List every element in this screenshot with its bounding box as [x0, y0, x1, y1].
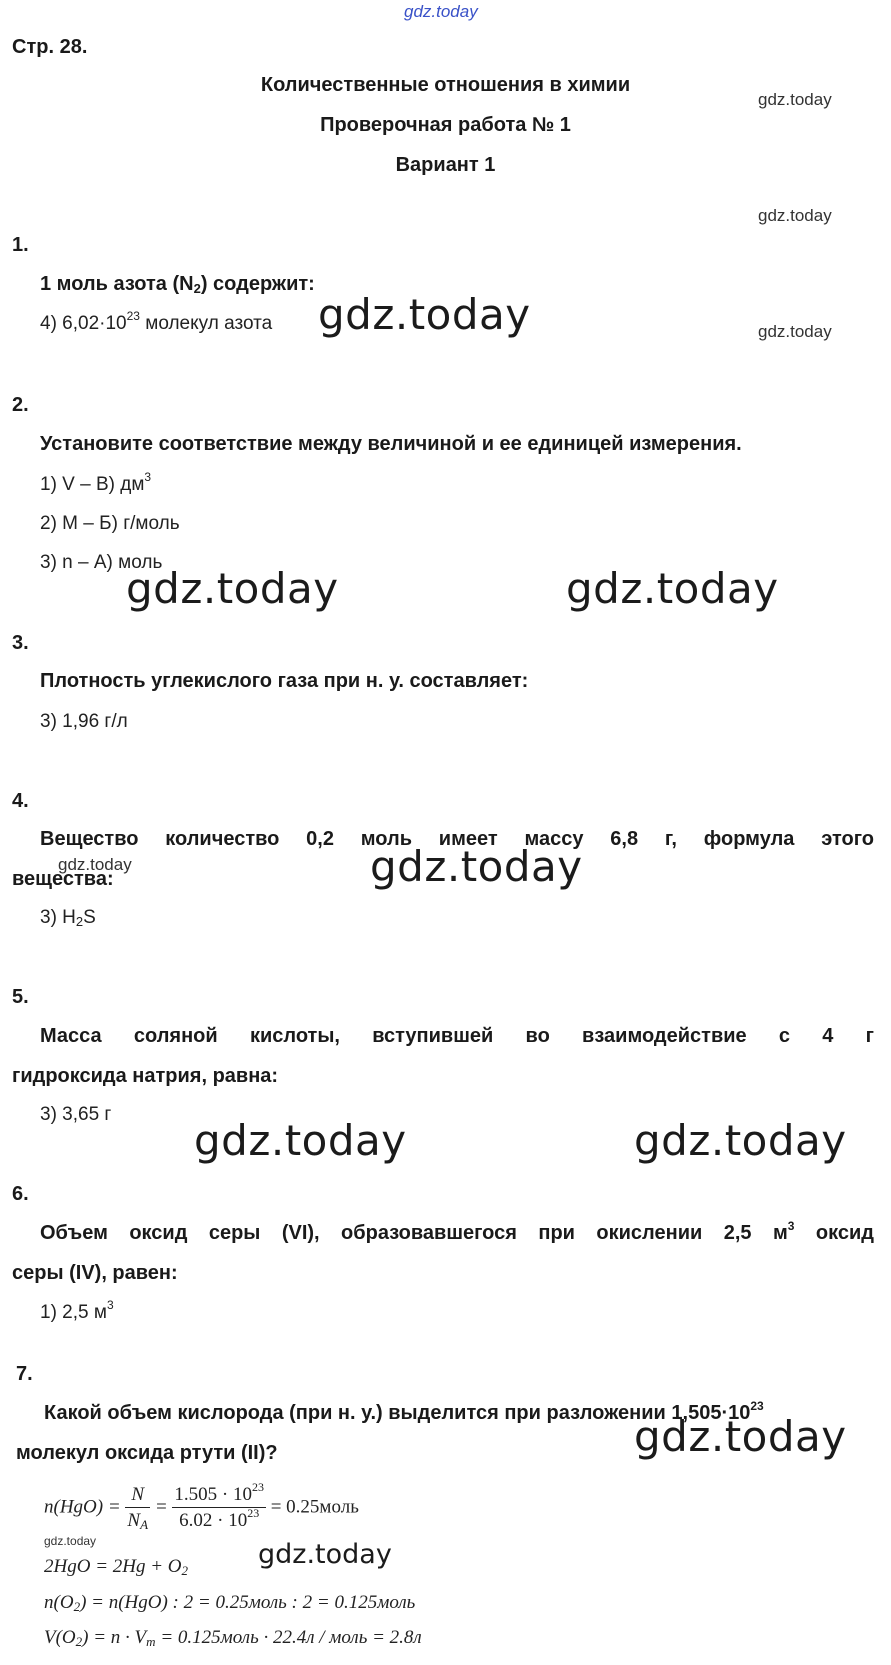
question-number: 3. [12, 632, 29, 654]
question-text: Какой объем кислорода (при н. у.) выделится при разложении $1,505\cdot 10^{23}$ [44, 1399, 764, 1424]
question-text: гидроксида натрия, равна: [12, 1065, 279, 1087]
question-text: Объем оксид серы (VI), образовавшегося при окислении 2,5 $м^3$ оксид [40, 1219, 874, 1244]
answer-text: 3) n – А) моль [40, 552, 163, 573]
question-text: серы (IV), равен: [12, 1262, 178, 1284]
watermark-small: gdz.today [58, 855, 132, 874]
equation-moles-hgo: n(HgO) = $\frac{N}{N_A}$ = $\frac{1.505 \cdot 10^{23}}{6.02 \cdot 10^{23}}$ = 0.25моль [44, 1480, 359, 1532]
question-text: вещества: [12, 868, 114, 890]
question-text: Масса соляной кислоты, вступившей во взаимодействие с 4 г [40, 1025, 874, 1047]
watermark-big: gdz.today [370, 842, 583, 891]
equation-reaction: $2HgO = 2Hg + O_2$ [44, 1556, 189, 1578]
equation-volume-o2: $V(O_2) = n \cdot V_m$ = 0.125моль · 22.4л / моль = 2.8л [44, 1627, 422, 1649]
question-number: 6. [12, 1183, 29, 1205]
question-text: 1 моль азота $(N_2)$ содержит: [40, 273, 315, 296]
watermark-big: gdz.today [634, 1116, 847, 1165]
watermark-small: gdz.today [758, 90, 832, 109]
answer-text: 3) 1,96 г/л [40, 711, 128, 732]
answer-text: 1) V – В) $дм^3$ [40, 470, 152, 495]
answer-text: 2) M – Б) г/моль [40, 513, 180, 534]
watermark-medium: gdz.today [258, 1539, 392, 1570]
question-number: 1. [12, 234, 29, 256]
watermark-big: gdz.today [194, 1116, 407, 1165]
answer-text: 1) 2,5 $м^3$ [40, 1298, 114, 1323]
watermark-small: gdz.today [758, 206, 832, 225]
work-title: Проверочная работа № 1 [320, 114, 571, 136]
watermark-big: gdz.today [318, 290, 531, 339]
page-number: Стр. 28. [12, 36, 88, 58]
question-text: молекул оксида ртути (II)? [16, 1442, 278, 1464]
answer-text: 4) $6,02\cdot 10^{23}$ молекул азота [40, 309, 273, 334]
watermark-big: gdz.today [634, 1412, 847, 1461]
answer-text: 3) $H_2S$ [40, 907, 96, 929]
watermark-big: gdz.today [126, 564, 339, 613]
watermark-top: gdz.today [404, 2, 478, 21]
variant-title: Вариант 1 [395, 154, 496, 176]
question-number: 2. [12, 394, 29, 416]
answer-text: 3) 3,65 г [40, 1104, 112, 1125]
section-title: Количественные отношения в химии [260, 74, 631, 96]
watermark-big: gdz.today [566, 564, 779, 613]
question-number: 4. [12, 790, 29, 812]
question-text: Вещество количество 0,2 моль имеет массу 6,8 г, формула этого [40, 828, 874, 850]
question-number: 5. [12, 986, 29, 1008]
question-text: Плотность углекислого газа при н. у. составляет: [40, 670, 529, 692]
equation-moles-o2: $n(O_2) = n(HgO)$ : 2 = 0.25моль : 2 = 0.125моль [44, 1592, 416, 1614]
watermark-small: gdz.today [758, 322, 832, 341]
question-text: Установите соответствие между величиной и ее единицей измерения. [40, 433, 742, 455]
watermark-tiny: gdz.today [44, 1534, 97, 1548]
question-number: 7. [16, 1363, 33, 1385]
